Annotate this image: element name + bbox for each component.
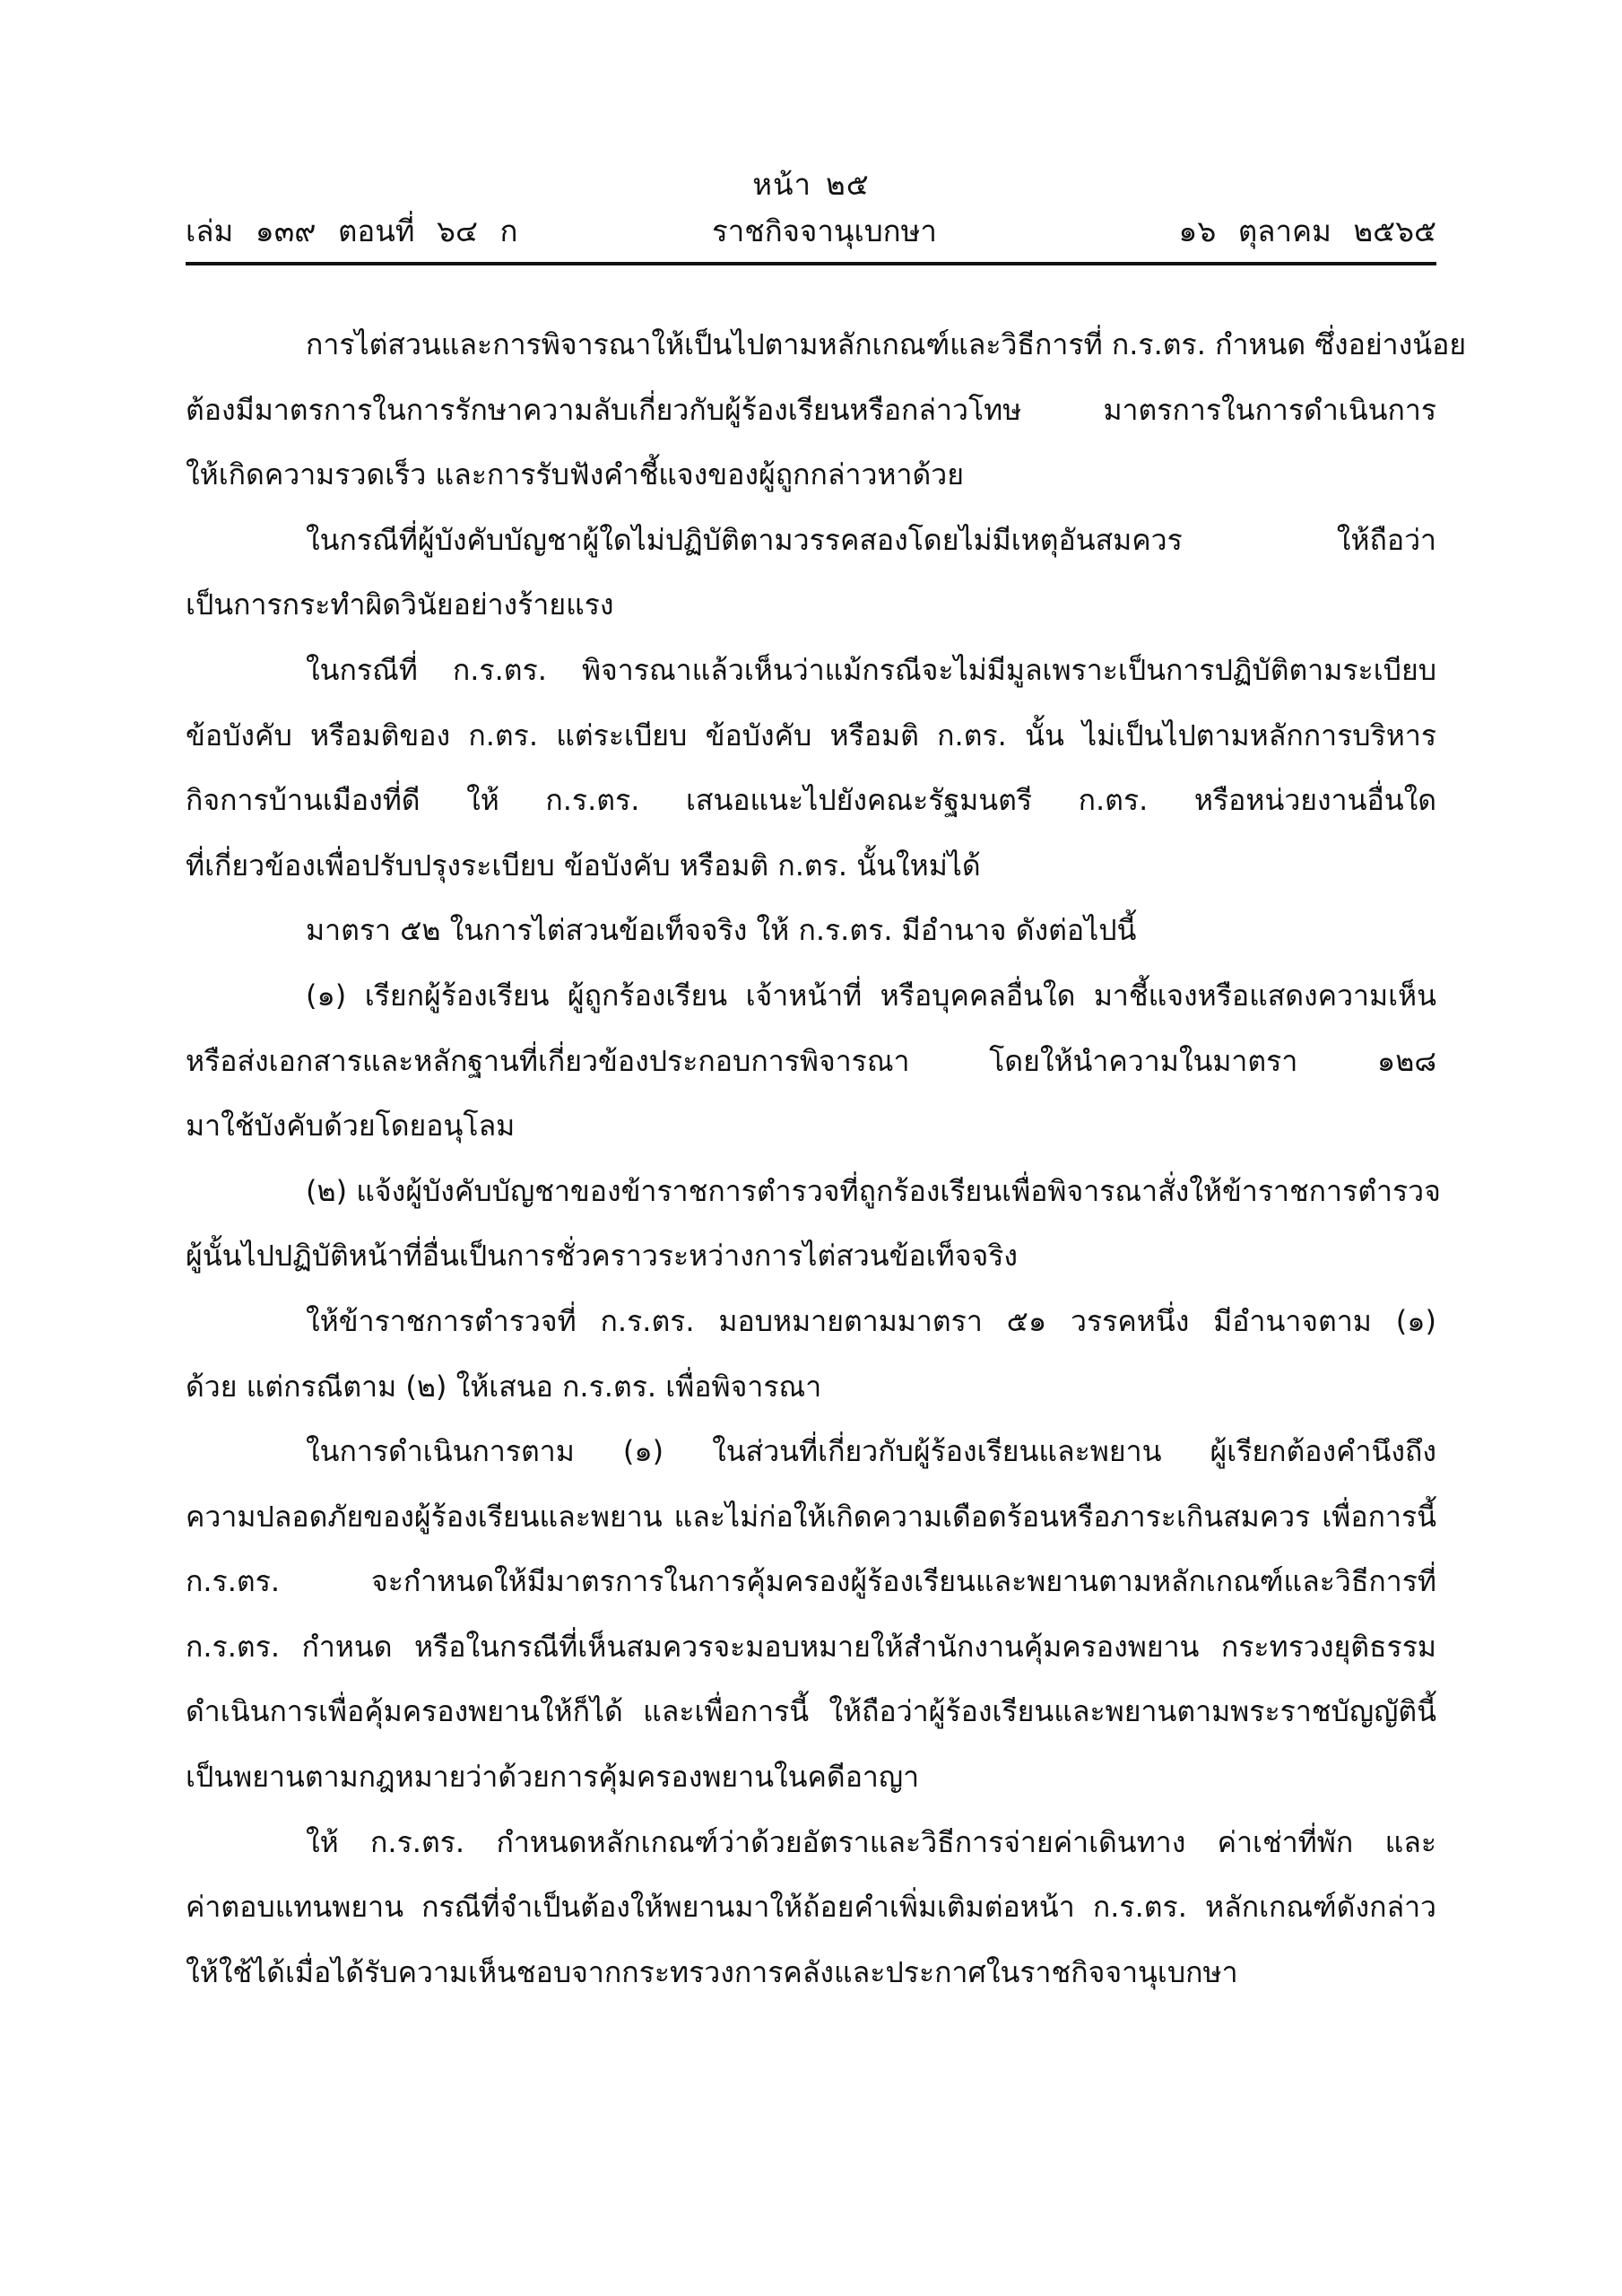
text-line: การไต่สวนและการพิจารณาให้เป็นไปตามหลักเกณฑ์และวิธีการที่ ก.ร.ตร. กำหนด ซึ่งอย่างน้อย [306, 327, 1467, 361]
text-line: ให้ข้าราชการตำรวจที่ ก.ร.ตร. มอบหมายตามมาตรา ๕๑ วรรคหนึ่ง มีอำนาจตาม (๑) [306, 1303, 1436, 1338]
page-number-heading [0, 167, 1622, 203]
text-line: ด้วย แต่กรณีตาม (๒) ให้เสนอ ก.ร.ตร. เพื่อพิจารณา [186, 1369, 822, 1404]
section-number: ๖๔ [437, 213, 478, 248]
publication-title: ราชกิจจานุเบกษา [712, 213, 937, 248]
text-line: ให้เกิดความรวดเร็ว และการรับฟังคำชี้แจงของผู้ถูกกล่าวหาด้วย [186, 457, 964, 492]
page-number: ๒๕ [826, 167, 870, 202]
text-line: ความปลอดภัยของผู้ร้องเรียนและพยาน และไม่ก่อให้เกิดความเดือดร้อนหรือภาระเกินสมควร เพื่อการนี้ [186, 1499, 1436, 1534]
text-line: เป็นการกระทำผิดวินัยอย่างร้ายแรง [186, 587, 614, 622]
section-letter: ก [499, 213, 518, 248]
date-day: ๑๖ [1178, 213, 1217, 248]
text-line: (๑) เรียกผู้ร้องเรียน ผู้ถูกร้องเรียน เจ้าหน้าที่ หรือบุคคลอื่นใด มาชี้แจงหรือแสดงความเห็น [306, 978, 1436, 1013]
publication-date [1178, 212, 1436, 251]
text-line: ก.ร.ตร. กำหนด หรือในกรณีที่เห็นสมควรจะมอบหมายให้สำนักงานคุ้มครองพยาน กระทรวงยุติธรรม [186, 1629, 1436, 1664]
text-line: เป็นพยานตามกฎหมายว่าด้วยการคุ้มครองพยานในคดีอาญา [186, 1760, 920, 1795]
volume-label: เล่ม [186, 213, 234, 248]
section-label: ตอนที่ [337, 213, 415, 248]
text-line: ให้ ก.ร.ตร. กำหนดหลักเกณฑ์ว่าด้วยอัตราและวิธีการจ่ายค่าเดินทาง ค่าเช่าที่พัก และ [306, 1824, 1436, 1859]
date-year: ๒๕๖๕ [1353, 213, 1436, 248]
text-line: ก.ร.ตร. จะกำหนดให้มีมาตรการในการคุ้มครองผู้ร้องเรียนและพยานตามหลักเกณฑ์และวิธีการที่ [186, 1564, 1436, 1599]
text-line: มาใช้บังคับด้วยโดยอนุโลม [186, 1109, 516, 1144]
text-line: ในการดำเนินการตาม (๑) ในส่วนที่เกี่ยวกับผู้ร้องเรียนและพยาน ผู้เรียกต้องคำนึงถึง [306, 1434, 1436, 1469]
page-label: หน้า [752, 167, 812, 202]
text-line: ผู้นั้นไปปฏิบัติหน้าที่อื่นเป็นการชั่วคราวระหว่างการไต่สวนข้อเท็จจริง [186, 1239, 1019, 1274]
text-line: ข้อบังคับ หรือมติของ ก.ตร. แต่ระเบียบ ข้อบังคับ หรือมติ ก.ตร. นั้น ไม่เป็นไปตามหลักการบริหาร [186, 718, 1436, 752]
date-month: ตุลาคม [1237, 213, 1331, 248]
text-line: ที่เกี่ยวข้องเพื่อปรับปรุงระเบียบ ข้อบังคับ หรือมติ ก.ตร. นั้นใหม่ได้ [186, 848, 981, 883]
document-body [186, 312, 1467, 2005]
running-header [186, 212, 1436, 251]
text-line: ให้ใช้ได้เมื่อได้รับความเห็นชอบจากกระทรวงการคลังและประกาศในราชกิจจานุเบกษา [186, 1954, 1238, 1989]
text-line: ในกรณีที่ ก.ร.ตร. พิจารณาแล้วเห็นว่าแม้กรณีจะไม่มีมูลเพราะเป็นการปฏิบัติตามระเบียบ [306, 652, 1436, 687]
text-line: (๒) แจ้งผู้บังคับบัญชาของข้าราชการตำรวจที่ถูกร้องเรียนเพื่อพิจารณาสั่งให้ข้าราชการตำรวจ [306, 1173, 1441, 1208]
text-line: หรือส่งเอกสารและหลักฐานที่เกี่ยวข้องประกอบการพิจารณา โดยให้นำความในมาตรา ๑๒๘ [186, 1043, 1436, 1078]
section-heading-line: มาตรา ๕๒ ในการไต่สวนข้อเท็จจริง ให้ ก.ร.ตร. มีอำนาจ ดังต่อไปนี้ [306, 913, 1137, 948]
header-divider [186, 262, 1436, 265]
volume-number: ๑๓๙ [255, 213, 317, 248]
text-line: ค่าตอบแทนพยาน กรณีที่จำเป็นต้องให้พยานมาให้ถ้อยคำเพิ่มเติมต่อหน้า ก.ร.ตร. หลักเกณฑ์ดังกล่าว [186, 1890, 1436, 1925]
text-line: กิจการบ้านเมืองที่ดี ให้ ก.ร.ตร. เสนอแนะไปยังคณะรัฐมนตรี ก.ตร. หรือหน่วยงานอื่นใด [186, 783, 1436, 818]
text-line: ต้องมีมาตรการในการรักษาความลับเกี่ยวกับผู้ร้องเรียนหรือกล่าวโทษ มาตรการในการดำเนินการ [186, 392, 1436, 427]
text-line: ดำเนินการเพื่อคุ้มครองพยานให้ก็ได้ และเพื่อการนี้ ให้ถือว่าผู้ร้องเรียนและพยานตามพระราชบัญญัตินี้ [186, 1694, 1436, 1729]
text-line: ในกรณีที่ผู้บังคับบัญชาผู้ใดไม่ปฏิบัติตามวรรคสองโดยไม่มีเหตุอันสมควร ให้ถือว่า [306, 522, 1436, 557]
